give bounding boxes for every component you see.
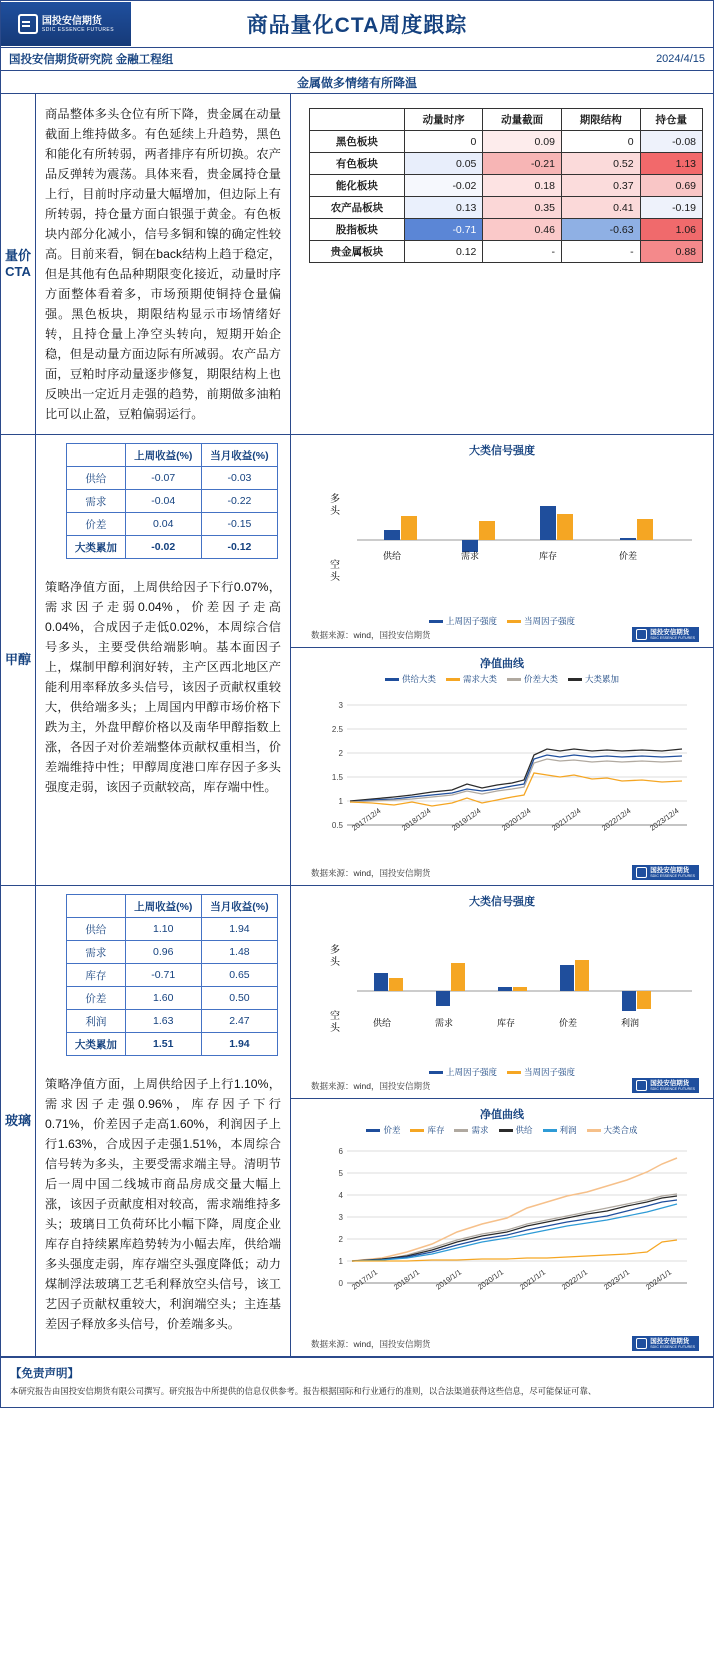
returns-col-1: 上周收益(%) bbox=[125, 895, 201, 918]
cell: -0.15 bbox=[201, 513, 277, 536]
headline-banner: 金属做多情绪有所降温 bbox=[1, 71, 713, 94]
legend-item: 库存 bbox=[427, 1125, 445, 1135]
x-tick: 2020/1/1 bbox=[475, 1267, 506, 1292]
svg-text:1: 1 bbox=[338, 797, 343, 806]
svg-text:头: 头 bbox=[330, 1023, 340, 1034]
table-row bbox=[67, 918, 278, 941]
signal-bar-chart bbox=[297, 460, 707, 610]
cell: 0.46 bbox=[483, 219, 562, 241]
methanol-charts-col bbox=[291, 435, 713, 885]
svg-text:头: 头 bbox=[330, 572, 340, 583]
cell: 1.94 bbox=[201, 918, 277, 941]
row-name: 价差 bbox=[67, 987, 126, 1010]
row-name: 黑色板块 bbox=[310, 131, 405, 153]
cell: -0.71 bbox=[125, 964, 201, 987]
svg-text:需求: 需求 bbox=[434, 1018, 454, 1028]
x-tick: 2018/1/1 bbox=[391, 1267, 422, 1292]
cell: 1.51 bbox=[125, 1033, 201, 1056]
chart-source: 数据来源：wind，国投安信期货 bbox=[311, 1080, 431, 1091]
row-name: 利润 bbox=[67, 1010, 126, 1033]
table-row bbox=[310, 131, 703, 153]
cell: 0.69 bbox=[640, 175, 702, 197]
cell: -0.04 bbox=[125, 490, 201, 513]
glass-nav-chart bbox=[291, 1099, 713, 1356]
row-name: 价差 bbox=[67, 513, 126, 536]
axis-label-long: 多 bbox=[330, 494, 340, 505]
logo-title: 国投安信期货 bbox=[41, 15, 102, 27]
momentum-col-1: 动量时序 bbox=[404, 109, 483, 131]
svg-text:价差: 价差 bbox=[618, 551, 638, 561]
svg-text:5: 5 bbox=[338, 1169, 343, 1178]
cell: 0.88 bbox=[640, 241, 702, 263]
svg-text:1: 1 bbox=[338, 1257, 343, 1266]
methanol-commentary: 策略净值方面，上周供给因子下行0.07%，需求因子走弱0.04%，价差因子走高0.04%，合成因子走低0.02%，本周综合信号多头，主要受供给端影响。基本面因子上，煤制甲醇利润好转，主产区西北地区产能利用率释放多头信号，该因子贡献权重较大，供给端多头；上周国内甲醇市场价格下跌为主，外盘甲醇价格以及南华甲醇指数上涨，各因子对价差端整体贡献权重相当，价差端维持中性；甲醇周度港口库存因子多头强度走弱，该因子贡献较高，库存端中性。 bbox=[45, 580, 281, 794]
cell: 0 bbox=[404, 131, 483, 153]
legend-item: 需求 bbox=[471, 1125, 489, 1135]
logo-title: 国投安信期货 bbox=[650, 867, 690, 874]
x-tick: 2018/12/4 bbox=[399, 806, 433, 833]
legend-item: 价差大类 bbox=[524, 674, 559, 684]
glass-left-col bbox=[36, 886, 291, 1356]
cell: -0.02 bbox=[125, 536, 201, 559]
section-label-glass-text: 玻璃 bbox=[4, 1113, 31, 1128]
table-row bbox=[67, 513, 278, 536]
svg-text:2.5: 2.5 bbox=[331, 725, 343, 734]
legend-item: 上周因子强度 bbox=[445, 1067, 497, 1077]
cta-commentary: 商品整体多头仓位有所下降，贵金属在动量截面上维持做多。有色延续上升趋势，黑色和能化有所转弱，两者排序有所切换。农产品反弹转为震荡。具体来看，贵金属持仓量上行，目前时序动量大幅增加，但边际上有所转弱，持仓量方面白银强于黄金。有色板块内部分化减小，信号多铜和镍的确定性较高。目前来看，铜在back结构上趋于稳定，但是其他有色品种期限变化接近，动量时序方面整体看着多，市场预期使铜持仓量偏强。黑色板块，期限结构显示市场情绪好转，且持仓量上净空头转向，短期开始企稳，但是动量方面边际有所减弱。农产品方面，豆粕时序动量逐步修复，期限结构上也反映出一定近月走强的趋势，前期做多油粕比可以止盈，豆粕偏弱运行。 bbox=[45, 107, 281, 421]
svg-text:6: 6 bbox=[338, 1147, 343, 1156]
legend-item: 供给大类 bbox=[401, 674, 436, 684]
cell: -0.03 bbox=[201, 467, 277, 490]
legend-item: 大类累加 bbox=[585, 674, 620, 684]
nav-legend bbox=[297, 1124, 707, 1136]
x-tick: 2021/12/4 bbox=[549, 806, 583, 833]
table-row bbox=[67, 941, 278, 964]
cta-momentum-col bbox=[291, 94, 713, 434]
x-tick: 2017/12/4 bbox=[349, 806, 383, 833]
cell: -0.02 bbox=[404, 175, 483, 197]
cell: 0.96 bbox=[125, 941, 201, 964]
table-row bbox=[67, 987, 278, 1010]
logo-mark-icon bbox=[18, 14, 38, 34]
chart-title: 大类信号强度 bbox=[469, 445, 535, 457]
cell: 1.63 bbox=[125, 1010, 201, 1033]
cell: 0.04 bbox=[125, 513, 201, 536]
chart-source: 数据来源：wind，国投安信期货 bbox=[311, 1338, 431, 1349]
table-row bbox=[67, 536, 278, 559]
section-price-volume-cta bbox=[1, 94, 713, 435]
svg-text:4: 4 bbox=[338, 1191, 343, 1200]
momentum-col-3: 期限结构 bbox=[561, 109, 640, 131]
table-row bbox=[67, 1033, 278, 1056]
svg-text:头: 头 bbox=[330, 506, 340, 517]
cell: 0.05 bbox=[404, 153, 483, 175]
glass-commentary: 策略净值方面，上周供给因子上行1.10%，需求因子走强0.96%，库存因子下行0.71%，价差因子走高1.60%，利润因子上行1.63%，合成因子走强1.51%，本周综合信号转为多头，主要受需求端主导。清明节后一周中国二线城市商品房成交量大幅上涨，该因子贡献度相对较高，需求端维持多头；玻璃日工负荷环比小幅下降，周度企业库存自持续累库趋势转为小幅去库，供给端多头强度走弱，库存端空头强度降低；动力煤制浮法玻璃工艺毛利释放空头信号，该工艺因子贡献权重较大，利润端空头；主连基差因子释放多头信号，价差端多头。 bbox=[45, 1077, 281, 1331]
cell: 0.65 bbox=[201, 964, 277, 987]
svg-text:供给: 供给 bbox=[372, 1018, 392, 1028]
report-date: 2024/4/15 bbox=[656, 53, 705, 65]
nav-line-chart bbox=[297, 1136, 707, 1331]
row-name: 大类累加 bbox=[67, 536, 126, 559]
x-tick: 2022/12/4 bbox=[599, 806, 633, 833]
legend-item: 当周因子强度 bbox=[524, 616, 576, 626]
cell: 0.13 bbox=[404, 197, 483, 219]
cell: - bbox=[561, 241, 640, 263]
cell: -0.19 bbox=[640, 197, 702, 219]
x-tick: 2021/1/1 bbox=[517, 1267, 548, 1292]
returns-col-0 bbox=[67, 895, 126, 918]
svg-text:库存: 库存 bbox=[538, 551, 558, 561]
table-row bbox=[67, 1010, 278, 1033]
cell: 0 bbox=[561, 131, 640, 153]
cell: 0.12 bbox=[404, 241, 483, 263]
section-methanol bbox=[1, 435, 713, 886]
x-tick: 2019/12/4 bbox=[449, 806, 483, 833]
methanol-nav-chart bbox=[291, 648, 713, 885]
row-name: 能化板块 bbox=[310, 175, 405, 197]
svg-text:头: 头 bbox=[330, 957, 340, 968]
methanol-left-col bbox=[36, 435, 291, 885]
subheader bbox=[1, 48, 713, 71]
logo-subtitle: SDIC ESSENCE FUTURES bbox=[41, 26, 115, 33]
cell: 0.09 bbox=[483, 131, 562, 153]
cell: 1.06 bbox=[640, 219, 702, 241]
section-label-cta-text: 量价CTA bbox=[4, 248, 31, 279]
x-tick: 2023/12/4 bbox=[647, 806, 681, 833]
svg-text:3: 3 bbox=[338, 1213, 343, 1222]
chart-source: 数据来源：wind，国投安信期货 bbox=[311, 629, 431, 640]
logo-mark-icon bbox=[636, 629, 647, 640]
legend-item: 利润 bbox=[559, 1125, 577, 1135]
cell: 0.35 bbox=[483, 197, 562, 219]
cell: 1.10 bbox=[125, 918, 201, 941]
cell: 0.37 bbox=[561, 175, 640, 197]
legend-item: 上周因子强度 bbox=[445, 616, 497, 626]
cell: -0.07 bbox=[125, 467, 201, 490]
nav-legend bbox=[297, 673, 707, 685]
x-tick: 2024/1/1 bbox=[643, 1267, 674, 1292]
chart-title: 大类信号强度 bbox=[469, 896, 535, 908]
section-label-methanol bbox=[1, 435, 36, 885]
svg-text:2: 2 bbox=[338, 1235, 343, 1244]
row-name: 供给 bbox=[67, 918, 126, 941]
logo-subtitle: SDIC ESSENCE FUTURES bbox=[650, 1345, 695, 1349]
svg-text:2: 2 bbox=[338, 749, 343, 758]
chart-source: 数据来源：wind，国投安信期货 bbox=[311, 867, 431, 878]
logo-mark-icon bbox=[636, 1338, 647, 1349]
cell: 2.47 bbox=[201, 1010, 277, 1033]
cell: 1.94 bbox=[201, 1033, 277, 1056]
row-name: 有色板块 bbox=[310, 153, 405, 175]
logo-subtitle: SDIC ESSENCE FUTURES bbox=[650, 1087, 695, 1091]
x-tick: 2017/1/1 bbox=[349, 1267, 380, 1292]
signal-bar-chart bbox=[297, 911, 707, 1061]
logo-title: 国投安信期货 bbox=[650, 1080, 690, 1087]
section-glass bbox=[1, 886, 713, 1357]
svg-text:0.5: 0.5 bbox=[331, 821, 343, 830]
x-tick: 2023/1/1 bbox=[601, 1267, 632, 1292]
watermark-logo bbox=[632, 1336, 699, 1351]
page-header bbox=[1, 1, 713, 48]
x-tick: 2020/12/4 bbox=[499, 806, 533, 833]
svg-text:价差: 价差 bbox=[558, 1018, 578, 1028]
momentum-col-0 bbox=[310, 109, 405, 131]
cell: 0.52 bbox=[561, 153, 640, 175]
legend-item: 供给 bbox=[515, 1125, 533, 1135]
table-row bbox=[310, 241, 703, 263]
cell: 1.13 bbox=[640, 153, 702, 175]
chart-title: 净值曲线 bbox=[480, 1109, 524, 1121]
disclaimer-section bbox=[1, 1357, 713, 1407]
svg-text:利润: 利润 bbox=[620, 1018, 640, 1028]
logo-subtitle: SDIC ESSENCE FUTURES bbox=[650, 636, 695, 640]
legend-item: 当周因子强度 bbox=[524, 1067, 576, 1077]
returns-col-2: 当月收益(%) bbox=[201, 895, 277, 918]
table-row bbox=[310, 153, 703, 175]
cell: 0.50 bbox=[201, 987, 277, 1010]
svg-text:3: 3 bbox=[338, 701, 343, 710]
svg-text:0: 0 bbox=[338, 1279, 343, 1288]
x-tick: 2019/1/1 bbox=[433, 1267, 464, 1292]
row-name: 需求 bbox=[67, 941, 126, 964]
row-name: 大类累加 bbox=[67, 1033, 126, 1056]
cell: - bbox=[483, 241, 562, 263]
returns-header bbox=[67, 895, 278, 918]
page-title: 商品量化CTA周度跟踪 bbox=[246, 14, 468, 37]
legend-item: 大类合成 bbox=[603, 1125, 638, 1135]
cell: -0.71 bbox=[404, 219, 483, 241]
returns-col-0 bbox=[67, 444, 126, 467]
table-row bbox=[67, 467, 278, 490]
logo-title: 国投安信期货 bbox=[650, 629, 690, 636]
glass-charts-col bbox=[291, 886, 713, 1356]
chart-title: 净值曲线 bbox=[480, 658, 524, 670]
svg-text:供给: 供给 bbox=[382, 551, 402, 561]
momentum-col-4: 持仓量 bbox=[640, 109, 702, 131]
legend-item: 价差 bbox=[383, 1125, 401, 1135]
cell: -0.21 bbox=[483, 153, 562, 175]
row-name: 股指板块 bbox=[310, 219, 405, 241]
signal-legend bbox=[297, 1066, 707, 1078]
cell: 1.60 bbox=[125, 987, 201, 1010]
cell: -0.08 bbox=[640, 131, 702, 153]
cta-commentary-col bbox=[36, 94, 291, 434]
momentum-table bbox=[309, 108, 703, 263]
row-name: 供给 bbox=[67, 467, 126, 490]
institute-label: 国投安信期货研究院 金融工程组 bbox=[9, 54, 174, 66]
signal-legend bbox=[297, 615, 707, 627]
returns-header bbox=[67, 444, 278, 467]
disclaimer-text: 本研究报告由国投安信期货有限公司撰写。研究报告中所提供的信息仅供参考。报告根据国际和行业通行的准则，以合法渠道获得这些信息，尽可能保证可靠、 bbox=[10, 1386, 597, 1396]
section-label-glass bbox=[1, 886, 36, 1356]
svg-text:库存: 库存 bbox=[496, 1018, 516, 1028]
disclaimer-title: 【免责声明】 bbox=[10, 1368, 79, 1380]
watermark-logo bbox=[632, 865, 699, 880]
momentum-table-header bbox=[310, 109, 703, 131]
section-label-methanol-text: 甲醇 bbox=[4, 652, 31, 667]
momentum-col-2: 动量截面 bbox=[483, 109, 562, 131]
table-row bbox=[310, 175, 703, 197]
logo-mark-icon bbox=[636, 867, 647, 878]
returns-col-2: 当月收益(%) bbox=[201, 444, 277, 467]
methanol-signal-chart bbox=[291, 435, 713, 648]
table-row bbox=[67, 964, 278, 987]
returns-col-1: 上周收益(%) bbox=[125, 444, 201, 467]
logo-title: 国投安信期货 bbox=[650, 1338, 690, 1345]
row-name: 需求 bbox=[67, 490, 126, 513]
table-row bbox=[310, 197, 703, 219]
x-tick: 2022/1/1 bbox=[559, 1267, 590, 1292]
row-name: 农产品板块 bbox=[310, 197, 405, 219]
table-row bbox=[67, 490, 278, 513]
svg-text:多: 多 bbox=[330, 945, 340, 956]
legend-item: 需求大类 bbox=[462, 674, 497, 684]
cell: 0.41 bbox=[561, 197, 640, 219]
row-name: 贵金属板块 bbox=[310, 241, 405, 263]
svg-text:空: 空 bbox=[330, 560, 340, 571]
cell: -0.22 bbox=[201, 490, 277, 513]
svg-text:空: 空 bbox=[330, 1011, 340, 1022]
watermark-logo bbox=[632, 1078, 699, 1093]
watermark-logo bbox=[632, 627, 699, 642]
company-logo bbox=[1, 2, 131, 46]
cell: -0.12 bbox=[201, 536, 277, 559]
cell: -0.63 bbox=[561, 219, 640, 241]
svg-text:1.5: 1.5 bbox=[331, 773, 343, 782]
section-label-cta bbox=[1, 94, 36, 434]
methanol-returns-table bbox=[66, 443, 278, 559]
row-name: 库存 bbox=[67, 964, 126, 987]
svg-text:需求: 需求 bbox=[460, 551, 480, 561]
logo-subtitle: SDIC ESSENCE FUTURES bbox=[650, 874, 695, 878]
cell: 0.18 bbox=[483, 175, 562, 197]
glass-returns-table bbox=[66, 894, 278, 1056]
logo-mark-icon bbox=[636, 1080, 647, 1091]
table-row bbox=[310, 219, 703, 241]
glass-signal-chart bbox=[291, 886, 713, 1099]
cell: 1.48 bbox=[201, 941, 277, 964]
nav-line-chart bbox=[297, 685, 707, 860]
